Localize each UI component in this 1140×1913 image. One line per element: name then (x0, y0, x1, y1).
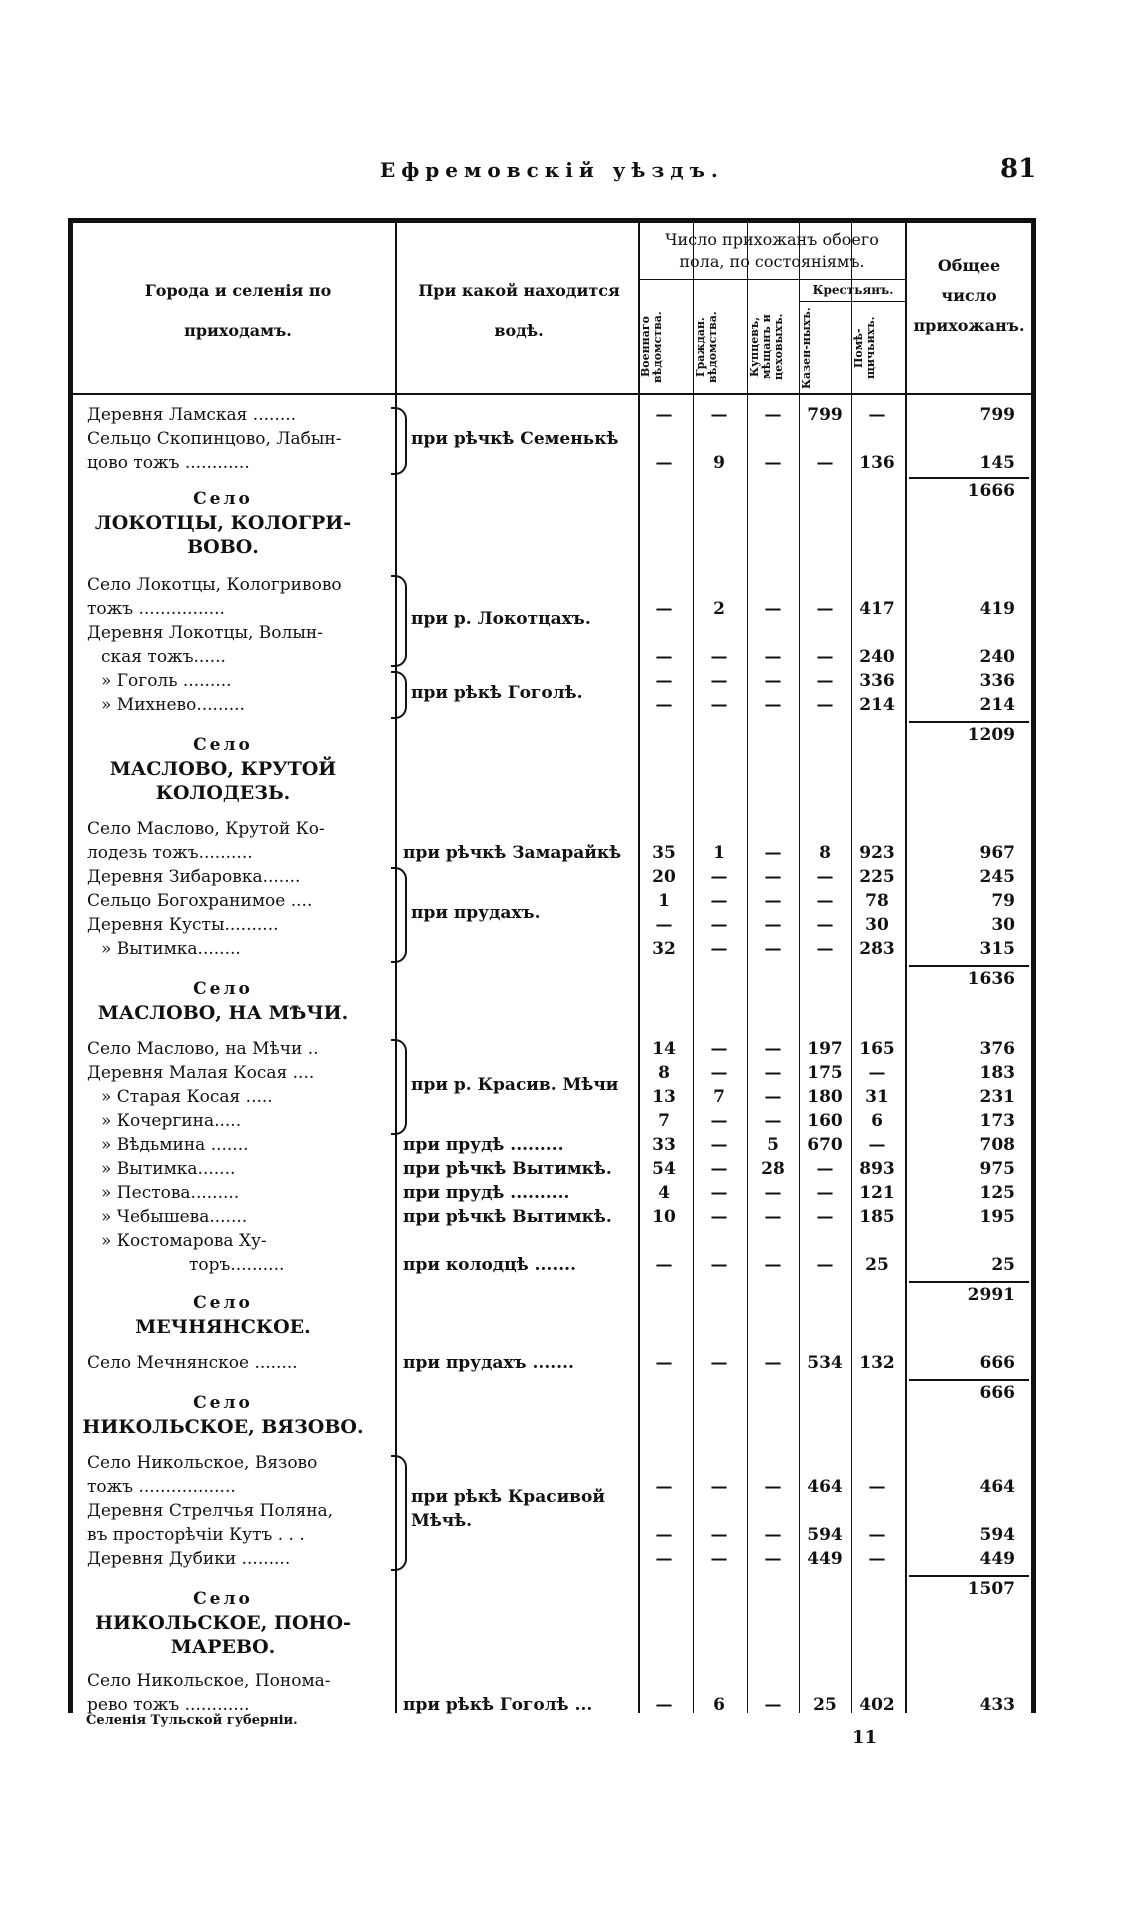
civil-count: 2 (713, 599, 725, 619)
landlord-count: 402 (859, 1695, 895, 1715)
state-count: — (816, 1207, 834, 1227)
civil-count: — (710, 1549, 728, 1569)
row-name: Село Маслово, Крутой Ко- (87, 819, 325, 839)
row-name: тожъ ................ (87, 599, 225, 619)
landlord-count: 214 (859, 695, 895, 715)
row-name: Деревня Зибаровка....... (87, 867, 301, 887)
table-row (73, 1157, 1041, 1181)
merchant-count: — (764, 1207, 782, 1227)
table-row (73, 1037, 1041, 1061)
water-group: при прудахъ. (411, 903, 541, 923)
water-group: при рѣкѣ Красивой Мѣчѣ. (411, 1487, 605, 1531)
total-count: 245 (979, 867, 1015, 887)
water-group: при рѣчкѣ Семенькѣ (411, 429, 619, 449)
military-count: — (655, 1549, 673, 1569)
civil-count: — (710, 647, 728, 667)
subtotal: 2991 (909, 1281, 1029, 1307)
row-name: » Вытимка....... (101, 1159, 236, 1179)
total-count: 708 (979, 1135, 1015, 1155)
merchant-count: — (764, 1549, 782, 1569)
civil-count: — (710, 939, 728, 959)
header-towns: Города и селенія по приходамъ. (144, 281, 332, 340)
row-name: » Старая Косая ..... (101, 1087, 273, 1107)
military-count: 20 (652, 867, 676, 887)
merchant-count: — (764, 1063, 782, 1083)
row-name: » Гоголь ......... (101, 671, 232, 691)
header-landlord-peasants: Помѣ-щичьихъ. (852, 316, 877, 380)
military-count: 54 (652, 1159, 676, 1179)
header-rule (73, 393, 1031, 395)
row-name: Сельцо Богохранимое .... (87, 891, 313, 911)
civil-count: 1 (713, 843, 725, 863)
parish-heading (73, 1391, 373, 1439)
state-count: 25 (813, 1695, 837, 1715)
total-count: 145 (979, 453, 1015, 473)
total-count: 975 (979, 1159, 1015, 1179)
state-count: — (816, 647, 834, 667)
parish-heading (73, 1587, 373, 1659)
state-count: 594 (807, 1525, 843, 1545)
signature-mark: 11 (852, 1727, 878, 1748)
subtotal: 666 (909, 1379, 1029, 1405)
state-count: — (816, 1159, 834, 1179)
row-name: » Кочергина..... (101, 1111, 242, 1131)
landlord-count: 121 (859, 1183, 895, 1203)
page-header (0, 154, 1140, 188)
civil-count: — (710, 1159, 728, 1179)
merchant-count: — (764, 695, 782, 715)
brace (391, 671, 407, 719)
landlord-count: 165 (859, 1039, 895, 1059)
state-count: 197 (807, 1039, 843, 1059)
row-name: Деревня Кусты.......... (87, 915, 279, 935)
row-name: » Чебышева....... (101, 1207, 248, 1227)
table-row (73, 937, 1041, 961)
total-count: 240 (979, 647, 1015, 667)
landlord-count: — (868, 1477, 886, 1497)
merchant-count: — (764, 1087, 782, 1107)
merchant-count: — (764, 891, 782, 911)
civil-count: 6 (713, 1695, 725, 1715)
total-count: 666 (979, 1353, 1015, 1373)
header-water: При какой находится водѣ. (418, 281, 620, 340)
civil-count: — (710, 695, 728, 715)
row-name: тожъ .................. (87, 1477, 236, 1497)
state-count: — (816, 453, 834, 473)
row-name: въ просторѣчіи Кутъ . . . (87, 1525, 305, 1545)
landlord-count: 283 (859, 939, 895, 959)
civil-count: — (710, 1111, 728, 1131)
civil-count: — (710, 405, 728, 425)
state-count: 180 (807, 1087, 843, 1107)
merchant-count: — (764, 671, 782, 691)
merchant-count: — (764, 939, 782, 959)
civil-count: 9 (713, 453, 725, 473)
state-count: 464 (807, 1477, 843, 1497)
landlord-count: 6 (871, 1111, 883, 1131)
table-row (73, 1109, 1041, 1133)
subtotal: 1666 (909, 477, 1029, 503)
total-count: 376 (979, 1039, 1015, 1059)
landlord-count: 132 (859, 1353, 895, 1373)
merchant-count: — (764, 647, 782, 667)
merchant-count: — (764, 453, 782, 473)
table-row (73, 1133, 1041, 1157)
running-title: Ефремовскій уѣздъ. (380, 158, 724, 182)
civil-count: — (710, 1135, 728, 1155)
total-count: 464 (979, 1477, 1015, 1497)
merchant-count: — (764, 915, 782, 935)
parish-label: Село (193, 489, 253, 509)
landlord-count: 240 (859, 647, 895, 667)
row-name: Деревня Стрелчья Поляна, (87, 1501, 334, 1521)
row-name: рево тожъ ............ (87, 1695, 250, 1715)
total-count: 173 (979, 1111, 1015, 1131)
landlord-count: 136 (859, 453, 895, 473)
parish-label: Село (193, 735, 253, 755)
parish-heading (73, 487, 373, 559)
parish-name: МАСЛОВО, КРУТОЙ КОЛОДЕЗЬ. (109, 758, 337, 804)
state-count: — (816, 671, 834, 691)
parish-name: МАСЛОВО, НА МѢЧИ. (97, 1002, 349, 1024)
row-name: Село Мечнянское ........ (87, 1353, 298, 1373)
table-row (73, 1547, 1041, 1571)
header-total: Общее число прихожанъ. (913, 256, 1025, 335)
landlord-count: 31 (865, 1087, 889, 1107)
civil-count: — (710, 867, 728, 887)
water-text: при рѣкѣ Гоголѣ ... (403, 1695, 593, 1715)
header-state-peasants: Казен-ныхъ. (800, 307, 813, 389)
table-row (73, 1229, 1041, 1253)
page-number: 81 (1000, 154, 1037, 184)
header-civil: Граждан. вѣдомства. (694, 311, 719, 383)
total-count: 433 (979, 1695, 1015, 1715)
total-count: 30 (991, 915, 1015, 935)
table-row (73, 865, 1041, 889)
table-row (73, 1451, 1041, 1475)
merchant-count: — (764, 1477, 782, 1497)
state-count: 449 (807, 1549, 843, 1569)
military-count: — (655, 647, 673, 667)
merchant-count: — (764, 1695, 782, 1715)
row-name: Село Локотцы, Кологривово (87, 575, 342, 595)
military-count: — (655, 405, 673, 425)
landlord-count: 923 (859, 843, 895, 863)
parish-name: ЛОКОТЦЫ, КОЛОГРИ-ВОВО. (94, 512, 352, 558)
merchant-count: — (764, 1111, 782, 1131)
total-count: 419 (979, 599, 1015, 619)
military-count: — (655, 1353, 673, 1373)
civil-count: — (710, 1353, 728, 1373)
subtotal: 1507 (909, 1575, 1029, 1601)
military-count: 10 (652, 1207, 676, 1227)
landlord-count: 417 (859, 599, 895, 619)
state-count: 534 (807, 1353, 843, 1373)
brace (391, 1039, 407, 1135)
row-name: » Пестова......... (101, 1183, 240, 1203)
merchant-count: — (764, 1039, 782, 1059)
row-name: лодезь тожъ.......... (87, 843, 253, 863)
brace (391, 407, 407, 475)
header-merchants: Купцевъ, мѣщанъ и цеховыхъ. (748, 313, 785, 381)
state-count: 8 (819, 843, 831, 863)
row-name: Сельцо Скопинцово, Лабын- (87, 429, 342, 449)
total-count: 594 (979, 1525, 1015, 1545)
parish-label: Село (193, 1589, 253, 1609)
military-count: — (655, 915, 673, 935)
landlord-count: — (868, 1063, 886, 1083)
table-row (73, 1669, 1041, 1693)
state-count: — (816, 915, 834, 935)
total-count: 183 (979, 1063, 1015, 1083)
row-name: Деревня Ламская ........ (87, 405, 297, 425)
landlord-count: 336 (859, 671, 895, 691)
parish-heading (73, 733, 373, 805)
state-count: — (816, 599, 834, 619)
row-name: Село Никольское, Пономa- (87, 1671, 331, 1691)
table-row (73, 1253, 1041, 1277)
row-name: Деревня Малая Косая .... (87, 1063, 315, 1083)
military-count: 4 (658, 1183, 670, 1203)
civil-count: — (710, 1039, 728, 1059)
water-text: при прудахъ ....... (403, 1353, 574, 1373)
merchant-count: — (764, 1255, 782, 1275)
row-name: Село Никольское, Вязово (87, 1453, 318, 1473)
civil-count: — (710, 891, 728, 911)
military-count: 7 (658, 1111, 670, 1131)
brace (391, 867, 407, 963)
landlord-count: — (868, 1525, 886, 1545)
row-name: » Михнево......... (101, 695, 245, 715)
merchant-count: — (764, 843, 782, 863)
table-row (73, 573, 1041, 597)
military-count: 32 (652, 939, 676, 959)
landlord-count: — (868, 1549, 886, 1569)
header-group: Число прихожанъ обоего пола, по состояніямъ. (665, 230, 879, 271)
merchant-count: — (764, 1183, 782, 1203)
landlord-count: — (868, 1135, 886, 1155)
state-count: 670 (807, 1135, 843, 1155)
military-count: — (655, 1525, 673, 1545)
total-count: 79 (991, 891, 1015, 911)
subtotal: 1209 (909, 721, 1029, 747)
merchant-count: — (764, 405, 782, 425)
state-count: — (816, 867, 834, 887)
merchant-count: — (764, 1525, 782, 1545)
row-name: торъ.......... (189, 1255, 285, 1275)
state-count: — (816, 891, 834, 911)
row-name: » Вытимка........ (101, 939, 241, 959)
landlord-count: 893 (859, 1159, 895, 1179)
merchant-count: 28 (761, 1159, 785, 1179)
landlord-count: 30 (865, 915, 889, 935)
civil-count: — (710, 915, 728, 935)
subtotal: 1636 (909, 965, 1029, 991)
military-count: 13 (652, 1087, 676, 1107)
row-name: Деревня Локотцы, Волын- (87, 623, 323, 643)
state-count: — (816, 1255, 834, 1275)
parish-heading (73, 1291, 373, 1339)
header-military: Военнаго вѣдомства. (639, 311, 664, 383)
water-group: при р. Локотцахъ. (411, 609, 591, 629)
civil-count: — (710, 1255, 728, 1275)
total-count: 967 (979, 843, 1015, 863)
table-row (73, 645, 1041, 669)
civil-count: — (710, 671, 728, 691)
parish-label: Село (193, 1393, 253, 1413)
military-count: — (655, 1695, 673, 1715)
state-count: 175 (807, 1063, 843, 1083)
table-row (73, 451, 1041, 475)
civil-count: — (710, 1525, 728, 1545)
water-text: при рѣчкѣ Замарайкѣ (403, 843, 622, 863)
row-name: Село Маслово, на Мѣчи .. (87, 1039, 319, 1059)
military-count: — (655, 695, 673, 715)
landlord-count: 225 (859, 867, 895, 887)
state-count: — (816, 1183, 834, 1203)
water-group: при рѣкѣ Гоголѣ. (411, 683, 583, 703)
total-count: 125 (979, 1183, 1015, 1203)
total-count: 449 (979, 1549, 1015, 1569)
military-count: 8 (658, 1063, 670, 1083)
parish-label: Село (193, 1293, 253, 1313)
state-count: — (816, 695, 834, 715)
total-count: 336 (979, 671, 1015, 691)
water-text: при прудѣ ......... (403, 1135, 564, 1155)
military-count: 33 (652, 1135, 676, 1155)
state-count: — (816, 939, 834, 959)
row-name: Деревня Дубики ......... (87, 1549, 291, 1569)
total-count: 25 (991, 1255, 1015, 1275)
water-group: при р. Красив. Мѣчи (411, 1075, 619, 1095)
civil-count: — (710, 1063, 728, 1083)
row-name: » Костомарова Ху- (101, 1231, 267, 1251)
landlord-count: 78 (865, 891, 889, 911)
civil-count: 7 (713, 1087, 725, 1107)
landlord-count: 25 (865, 1255, 889, 1275)
merchant-count: — (764, 599, 782, 619)
total-count: 315 (979, 939, 1015, 959)
table-row (73, 1181, 1041, 1205)
water-text: при рѣчкѣ Вытимкѣ. (403, 1207, 612, 1227)
military-count: 35 (652, 843, 676, 863)
parish-name: НИКОЛЬСКОЕ, ВЯЗОВО. (82, 1416, 364, 1438)
total-count: 231 (979, 1087, 1015, 1107)
military-count: — (655, 671, 673, 691)
civil-count: — (710, 1207, 728, 1227)
table-row (73, 817, 1041, 841)
landlord-count: — (868, 405, 886, 425)
total-count: 799 (979, 405, 1015, 425)
military-count: 14 (652, 1039, 676, 1059)
merchant-count: 5 (767, 1135, 779, 1155)
parish-name: НИКОЛЬСКОЕ, ПОНО-МАРЕВО. (95, 1612, 351, 1658)
state-count: 160 (807, 1111, 843, 1131)
parish-name: МЕЧНЯНСКОЕ. (135, 1316, 311, 1338)
military-count: — (655, 599, 673, 619)
brace (391, 1455, 407, 1571)
footnote: Селенія Тульской губерніи. (86, 1713, 298, 1728)
water-text: при прудѣ .......... (403, 1183, 570, 1203)
military-count: 1 (658, 891, 670, 911)
table-row (73, 1351, 1041, 1375)
table-row (73, 1205, 1041, 1229)
landlord-count: 185 (859, 1207, 895, 1227)
parish-label: Село (193, 979, 253, 999)
water-text: при колодцѣ ....... (403, 1255, 576, 1275)
row-name: ская тожъ...... (101, 647, 226, 667)
peasant-rule (799, 301, 905, 302)
water-text: при рѣчкѣ Вытимкѣ. (403, 1159, 612, 1179)
military-count: — (655, 1255, 673, 1275)
table-row (73, 841, 1041, 865)
total-count: 214 (979, 695, 1015, 715)
row-name: » Вѣдьмина ....... (101, 1135, 249, 1155)
civil-count: — (710, 1183, 728, 1203)
table-row (73, 403, 1041, 427)
parish-table (68, 218, 1036, 1713)
state-count: 799 (807, 405, 843, 425)
merchant-count: — (764, 1353, 782, 1373)
parish-heading (73, 977, 373, 1025)
civil-count: — (710, 1477, 728, 1497)
military-count: — (655, 453, 673, 473)
merchant-count: — (764, 867, 782, 887)
row-name: цово тожъ ............ (87, 453, 250, 473)
military-count: — (655, 1477, 673, 1497)
header-peasants: Крестьянъ. (812, 283, 894, 297)
brace (391, 575, 407, 667)
total-count: 195 (979, 1207, 1015, 1227)
